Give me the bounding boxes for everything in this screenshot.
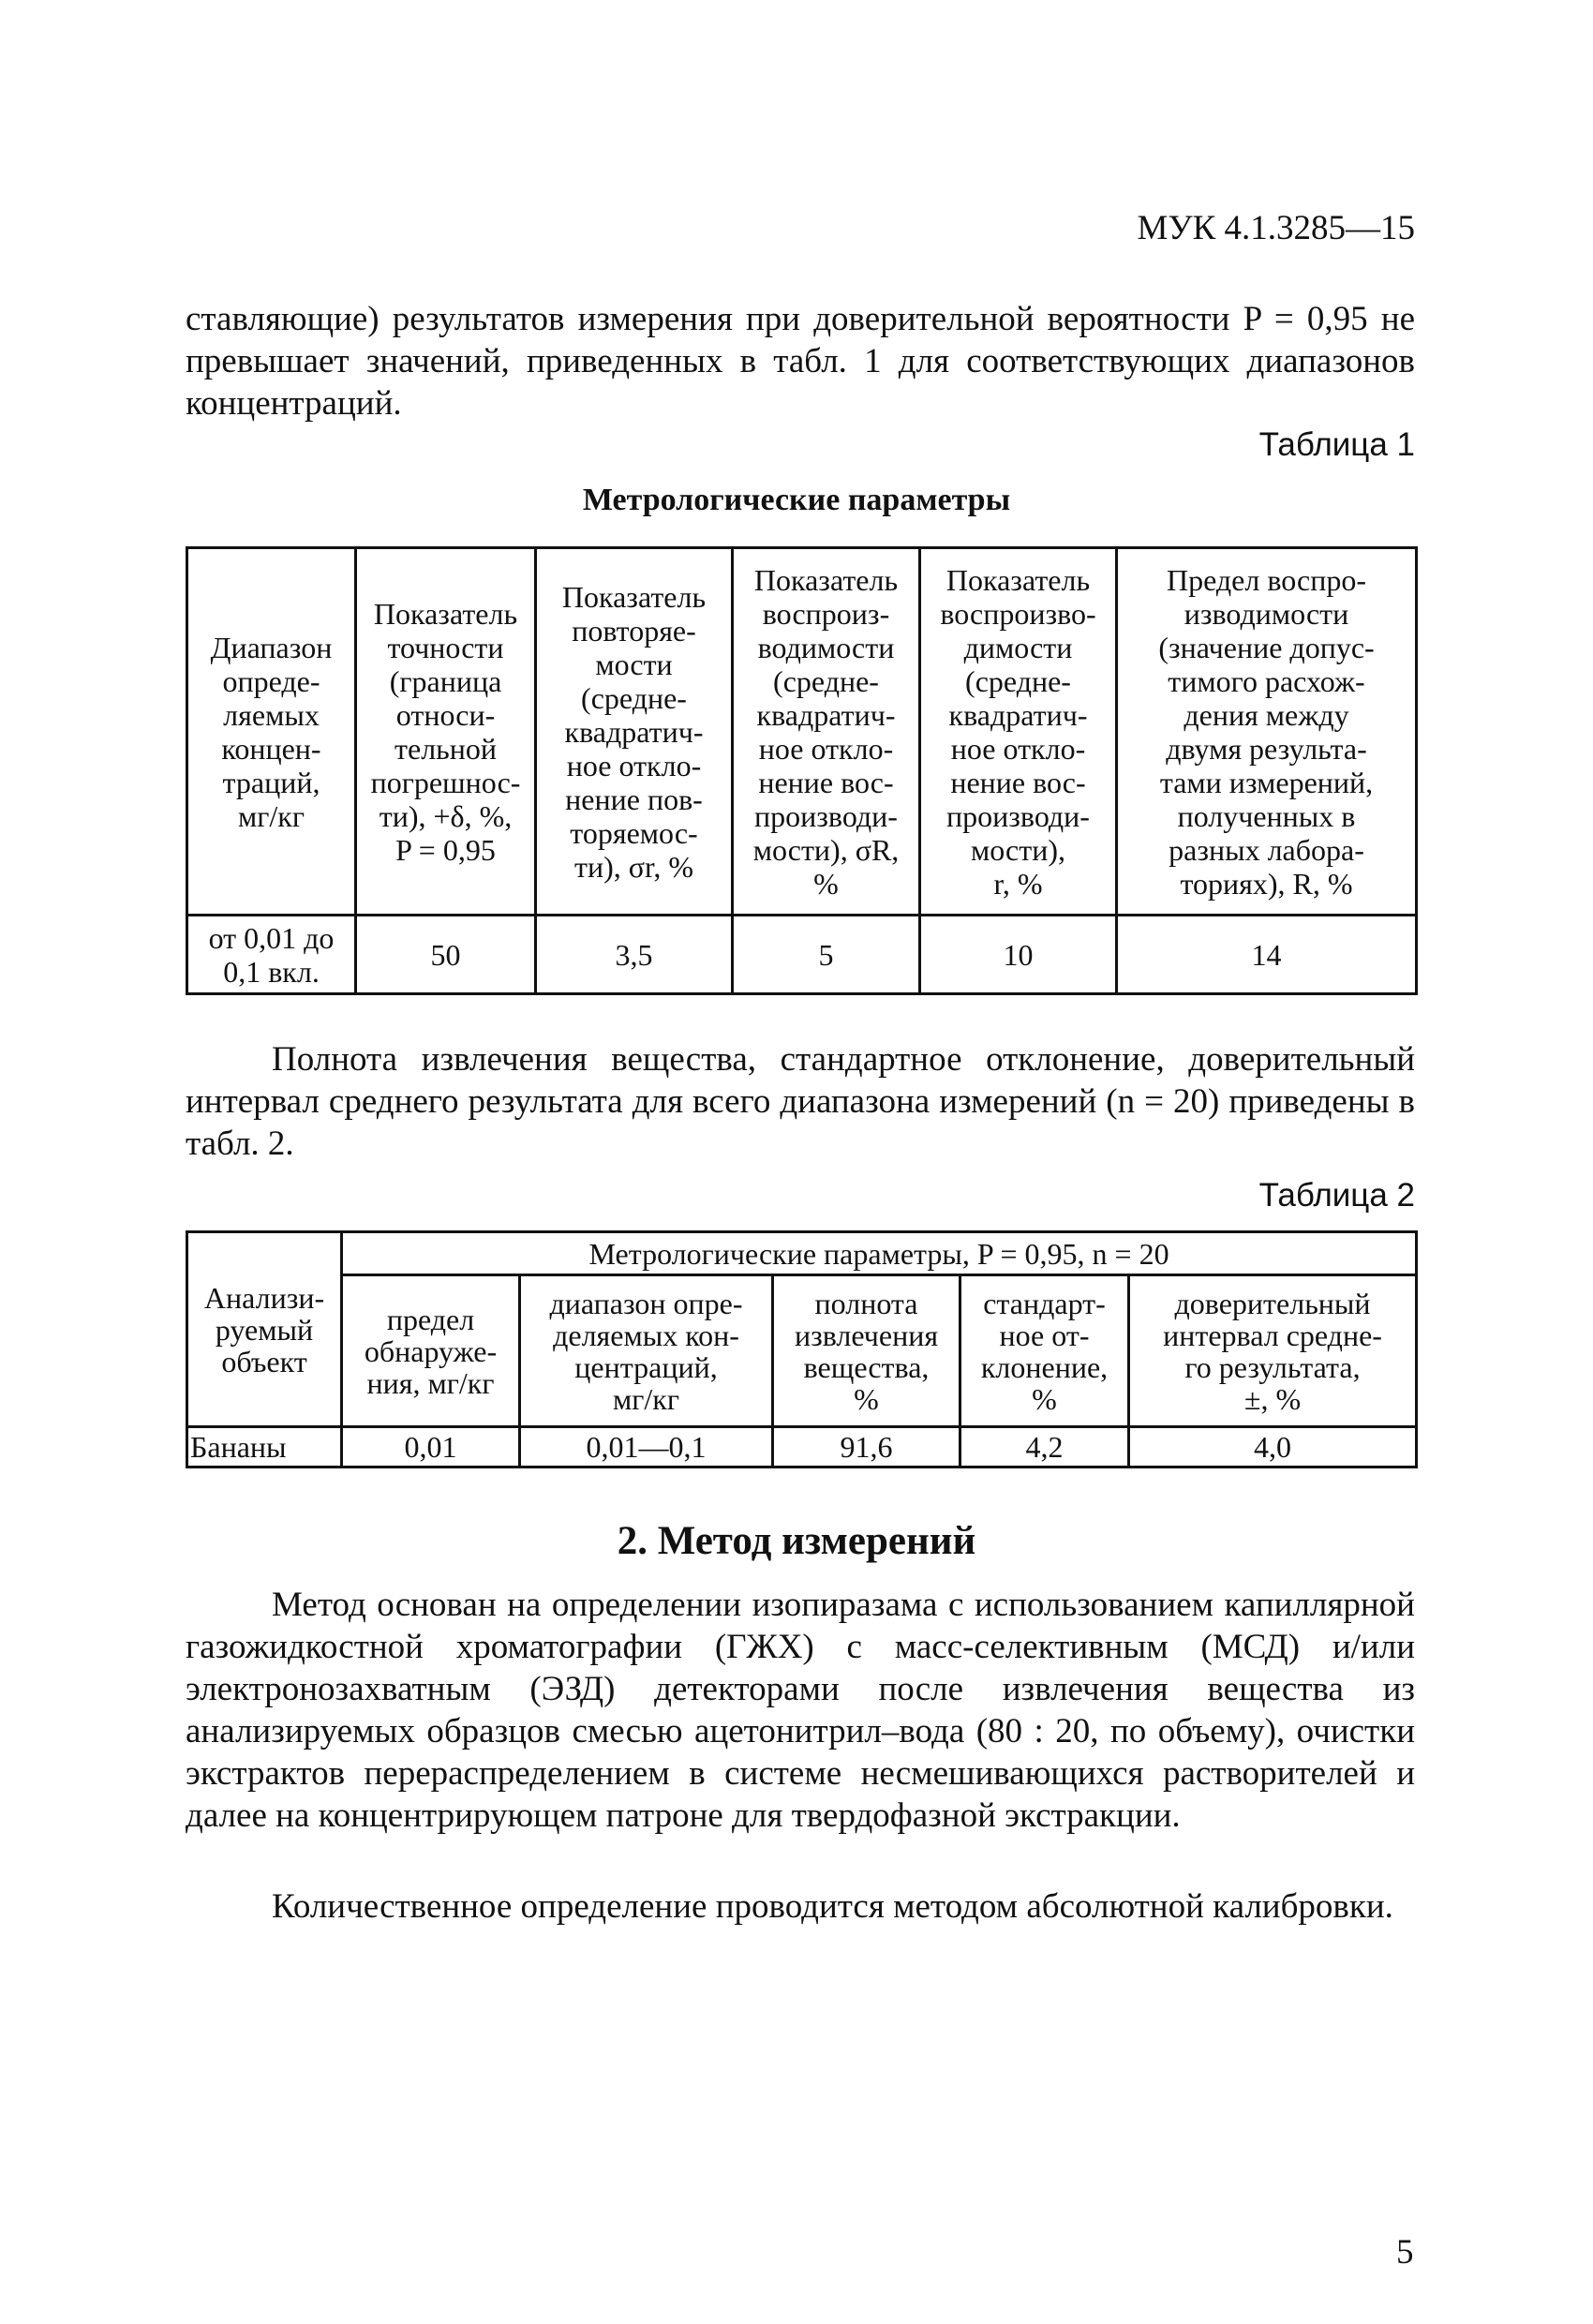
table2-cell: 0,01—0,1 [520,1427,773,1467]
table2-cell: 91,6 [773,1427,960,1467]
table1-header-cell: Диапазон опреде- ляемых концен- траций, мг/кг [187,548,356,916]
paragraph-intro: ставляющие) результатов измерения при доверительной вероятности P = 0,95 не превышает значений, приведенных в табл. 1 для соответствующих диапазонов концентраций. [186,300,1415,423]
paragraph-method: Метод основан на определении изопиразама с использованием капиллярной газожидкостной хроматографии (ГЖХ) с масс-селективным (МСД) и/или электронозахватным (ЭЗД) детекторами после извлечения вещества из анализируемых образцов смесью ацетонитрил–вода (80 : 20, по объему), очистки экстрактов перераспределением в системе несмешивающихся растворителей и далее на концентрирующем патроне для твердофазной экстракции. [186,1586,1415,1835]
table2-cell: 4,0 [1129,1427,1417,1467]
table-metrological-parameters [186,546,1418,995]
table2-header-cell: диапазон опре- деляемых кон- центраций, мг/кг [520,1275,773,1427]
table1-header-cell: Предел воспро- изводимости (значение допус- тимого расхож- дения между двумя результа- тами измерений, полученных в разных лабора- ториях), R, % [1117,548,1417,916]
table2-cell: 4,2 [960,1427,1129,1467]
table1-cell: 14 [1117,916,1417,994]
table1-header-cell: Показатель воспроиз- водимости (средне- квадратич- ное откло- нение вос- производи- мости), σR, % [733,548,920,916]
table1-cell: 3,5 [536,916,733,994]
table1-header-cell: Показатель воспроизво- димости (средне- квадратич- ное откло- нение вос- производи- мости), r, % [920,548,1117,916]
table2-group-row [187,1232,1417,1275]
table1-title: Метрологические параметры [582,483,1011,517]
paragraph-table2-intro: Полнота извлечения вещества, стандартное отклонение, доверительный интервал среднего результата для всего диапазона измерений (n = 20) приведены в табл. 2. [186,1040,1415,1163]
table2-object-header: Анализи- руемый объект [187,1232,342,1427]
table1-cell: от 0,01 до 0,1 вкл. [187,916,356,994]
table2-header-cell: стандарт- ное от- клонение, % [960,1275,1129,1427]
table2-header-cell: предел обнаруже- ния, мг/кг [342,1275,520,1427]
table2-header-cell: доверительный интервал средне- го результата, ±, % [1129,1275,1417,1427]
table2-cell: 0,01 [342,1427,520,1467]
document-code-header: МУК 4.1.3285—15 [1137,209,1415,247]
table1-header-cell: Показатель повторяе- мости (средне- квадратич- ное откло- нение пов- торяемос- ти), σr, % [536,548,733,916]
paragraph-calibration: Количественное определение проводится методом абсолютной калибровки. [272,1887,1393,1926]
table1-cell: 10 [920,916,1117,994]
section-heading: 2. Метод измерений [617,1519,976,1563]
table2-header-row [187,1275,1417,1427]
page-number: 5 [1396,2233,1414,2272]
table2-cell: Бананы [187,1427,342,1467]
table2-data-row [187,1427,1417,1467]
table2-header-cell: полнота извлечения вещества, % [773,1275,960,1427]
table1-header-row [187,548,1417,916]
table1-label: Таблица 1 [1258,426,1415,463]
table-recovery-parameters [186,1230,1418,1468]
table2-group-header: Метрологические параметры, P = 0,95, n = 20 [342,1232,1417,1275]
table1-cell: 5 [733,916,920,994]
table1-data-row [187,916,1417,994]
table1-header-cell: Показатель точности (граница относи- тельной погрешнос- ти), +δ, %, P = 0,95 [356,548,536,916]
table2-label: Таблица 2 [1258,1177,1415,1214]
table1-cell: 50 [356,916,536,994]
